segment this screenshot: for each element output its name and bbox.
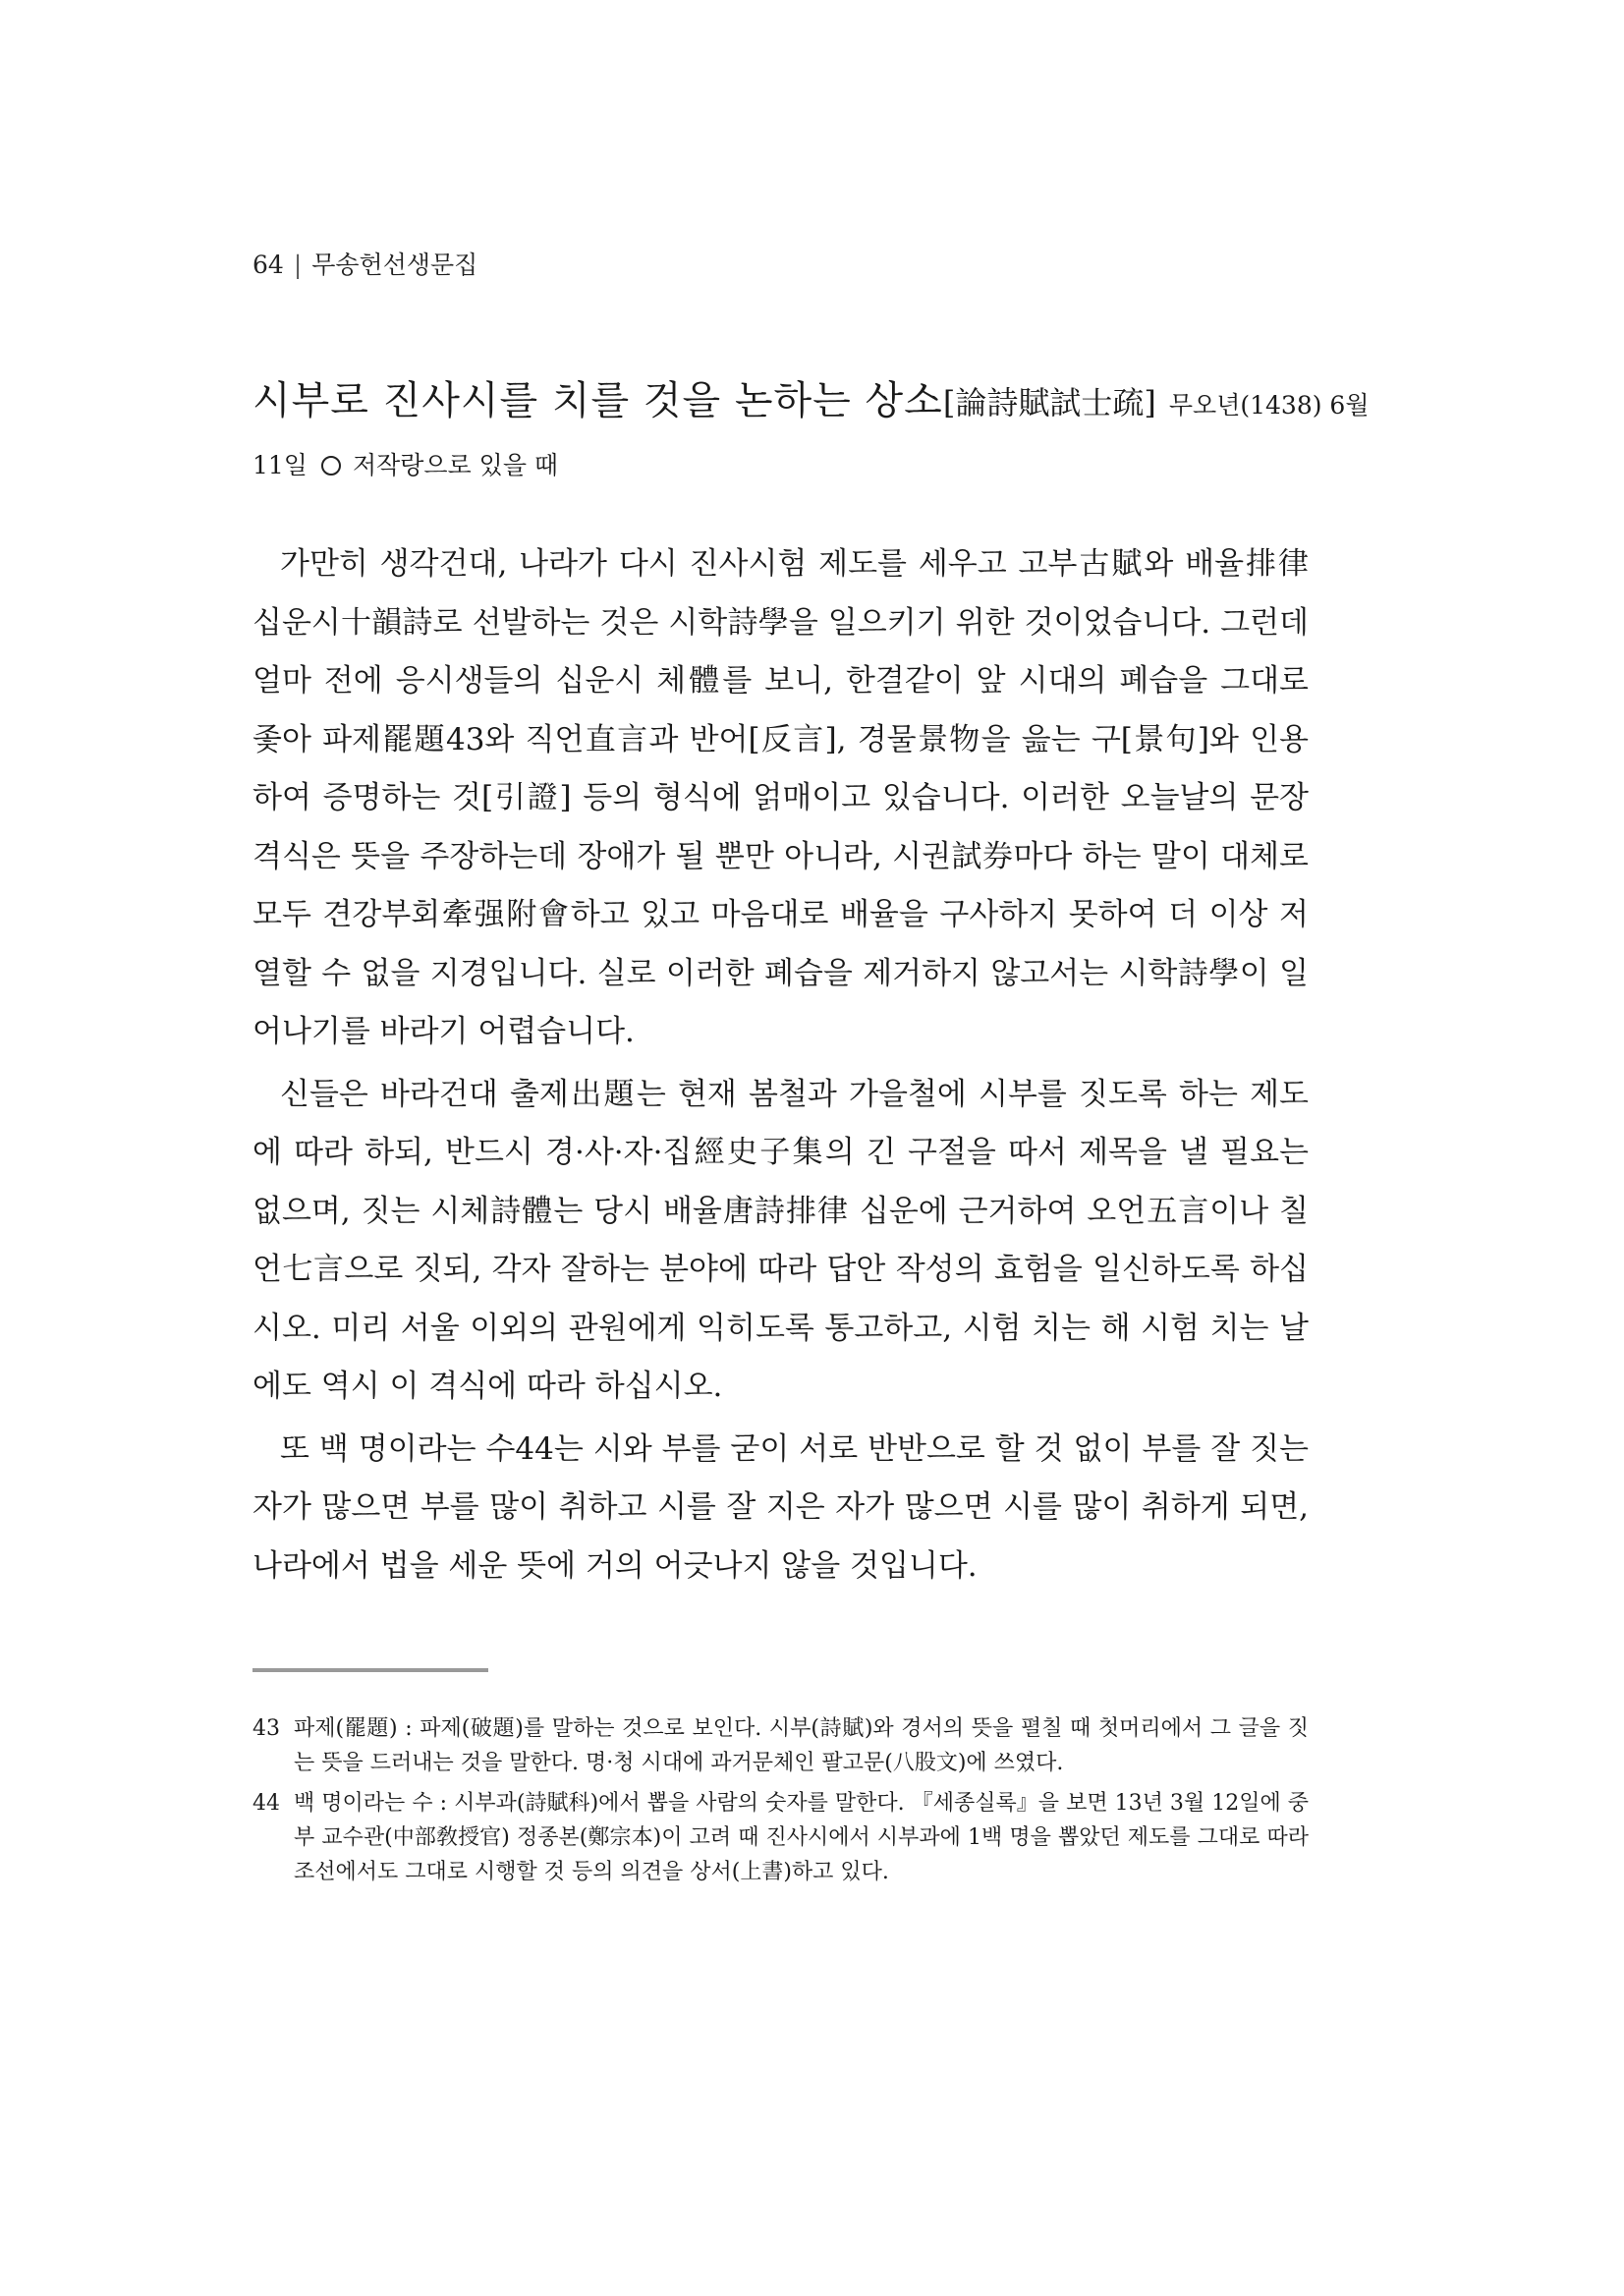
running-head	[252, 246, 477, 281]
book-title: 무송헌선생문집	[311, 251, 478, 279]
paragraph-2: 신들은 바라건대 출제出題는 현재 봄철과 가을철에 시부를 짓도록 하는 제도에 따라 하되, 반드시 경·사·자·집經史子集의 긴 구절을 따서 제목을 낼 필요는 없으며, 짓는 시체詩體는 당시 배율唐詩排律 십운에 근거하여 오언五言이나 칠언七言으로 짓되, 각자 잘하는 분야에 따라 답안 작성의 효험을 일신하도록 하십시오. 미리 서울 이외의 관원에게 익히도록 통고하고, 시험 치는 해 시험 치는 날에도 역시 이 격식에 따라 하십시오.	[252, 1076, 1309, 1404]
title-note: 저작랑으로 있을 때	[352, 451, 559, 479]
title-main: 시부로 진사시를 치를 것을 논하는 상소	[252, 378, 943, 423]
body-text	[252, 535, 1309, 1599]
footnote-44	[252, 1786, 1309, 1889]
footnote-text: 백 명이라는 수 : 시부과(詩賦科)에서 뽑을 사람의 숫자를 말한다. 『세종실록』을 보면 13년 3월 12일에 중부 교수관(中部敎授官) 정종본(鄭宗本)이 고려 때 진사시에서 시부과에 1백 명을 뽑았던 제도를 그대로 따라 조선에서도 그대로 시행할 것 등의 의견을 상서(上書)하고 있다.	[294, 1791, 1309, 1884]
page-number: 64	[252, 251, 284, 279]
footnote-divider	[252, 1668, 488, 1672]
title-hanja: [論詩賦試士疏]	[942, 384, 1156, 421]
section-title	[252, 373, 1370, 481]
footnote-43	[252, 1711, 1309, 1780]
footnote-number: 44	[252, 1791, 280, 1816]
title-date-continued: 11일	[252, 451, 308, 479]
paragraph-1: 가만히 생각건대, 나라가 다시 진사시험 제도를 세우고 고부古賦와 배율排律 십운시十韻詩로 선발하는 것은 시학詩學을 일으키기 위한 것이었습니다. 그런데 얼마 전에 응시생들의 십운시 체體를 보니, 한결같이 앞 시대의 폐습을 그대로 좇아 파제罷題43와 직언直言과 반어[反言], 경물景物을 읊는 구[景句]와 인용하여 증명하는 것[引證] 등의 형식에 얽매이고 있습니다. 이러한 오늘날의 문장 격식은 뜻을 주장하는데 장애가 될 뿐만 아니라, 시권試券마다 하는 말이 대체로 모두 견강부회牽强附會하고 있고 마음대로 배율을 구사하지 못하여 더 이상 저열할 수 없을 지경입니다. 실로 이러한 폐습을 제거하지 않고서는 시학詩學이 일어나기를 바라기 어렵습니다.	[252, 546, 1309, 1049]
title-date: 무오년(1438) 6월	[1168, 391, 1370, 420]
paragraph-3: 또 백 명이라는 수44는 시와 부를 굳이 서로 반반으로 할 것 없이 부를 잘 짓는 자가 많으면 부를 많이 취하고 시를 잘 지은 자가 많으면 시를 많이 취하게 되면, 나라에서 법을 세운 뜻에 거의 어긋나지 않을 것입니다.	[252, 1430, 1309, 1584]
footnote-number: 43	[252, 1716, 280, 1741]
circle-bullet-icon	[321, 456, 341, 476]
footnote-text: 파제(罷題) : 파제(破題)를 말하는 것으로 보인다. 시부(詩賦)와 경서의 뜻을 펼칠 때 첫머리에서 그 글을 짓는 뜻을 드러내는 것을 말한다. 명·청 시대에 과거문체인 팔고문(八股文)에 쓰였다.	[294, 1716, 1309, 1775]
footnotes	[252, 1711, 1309, 1895]
running-head-separator: |	[293, 251, 303, 279]
